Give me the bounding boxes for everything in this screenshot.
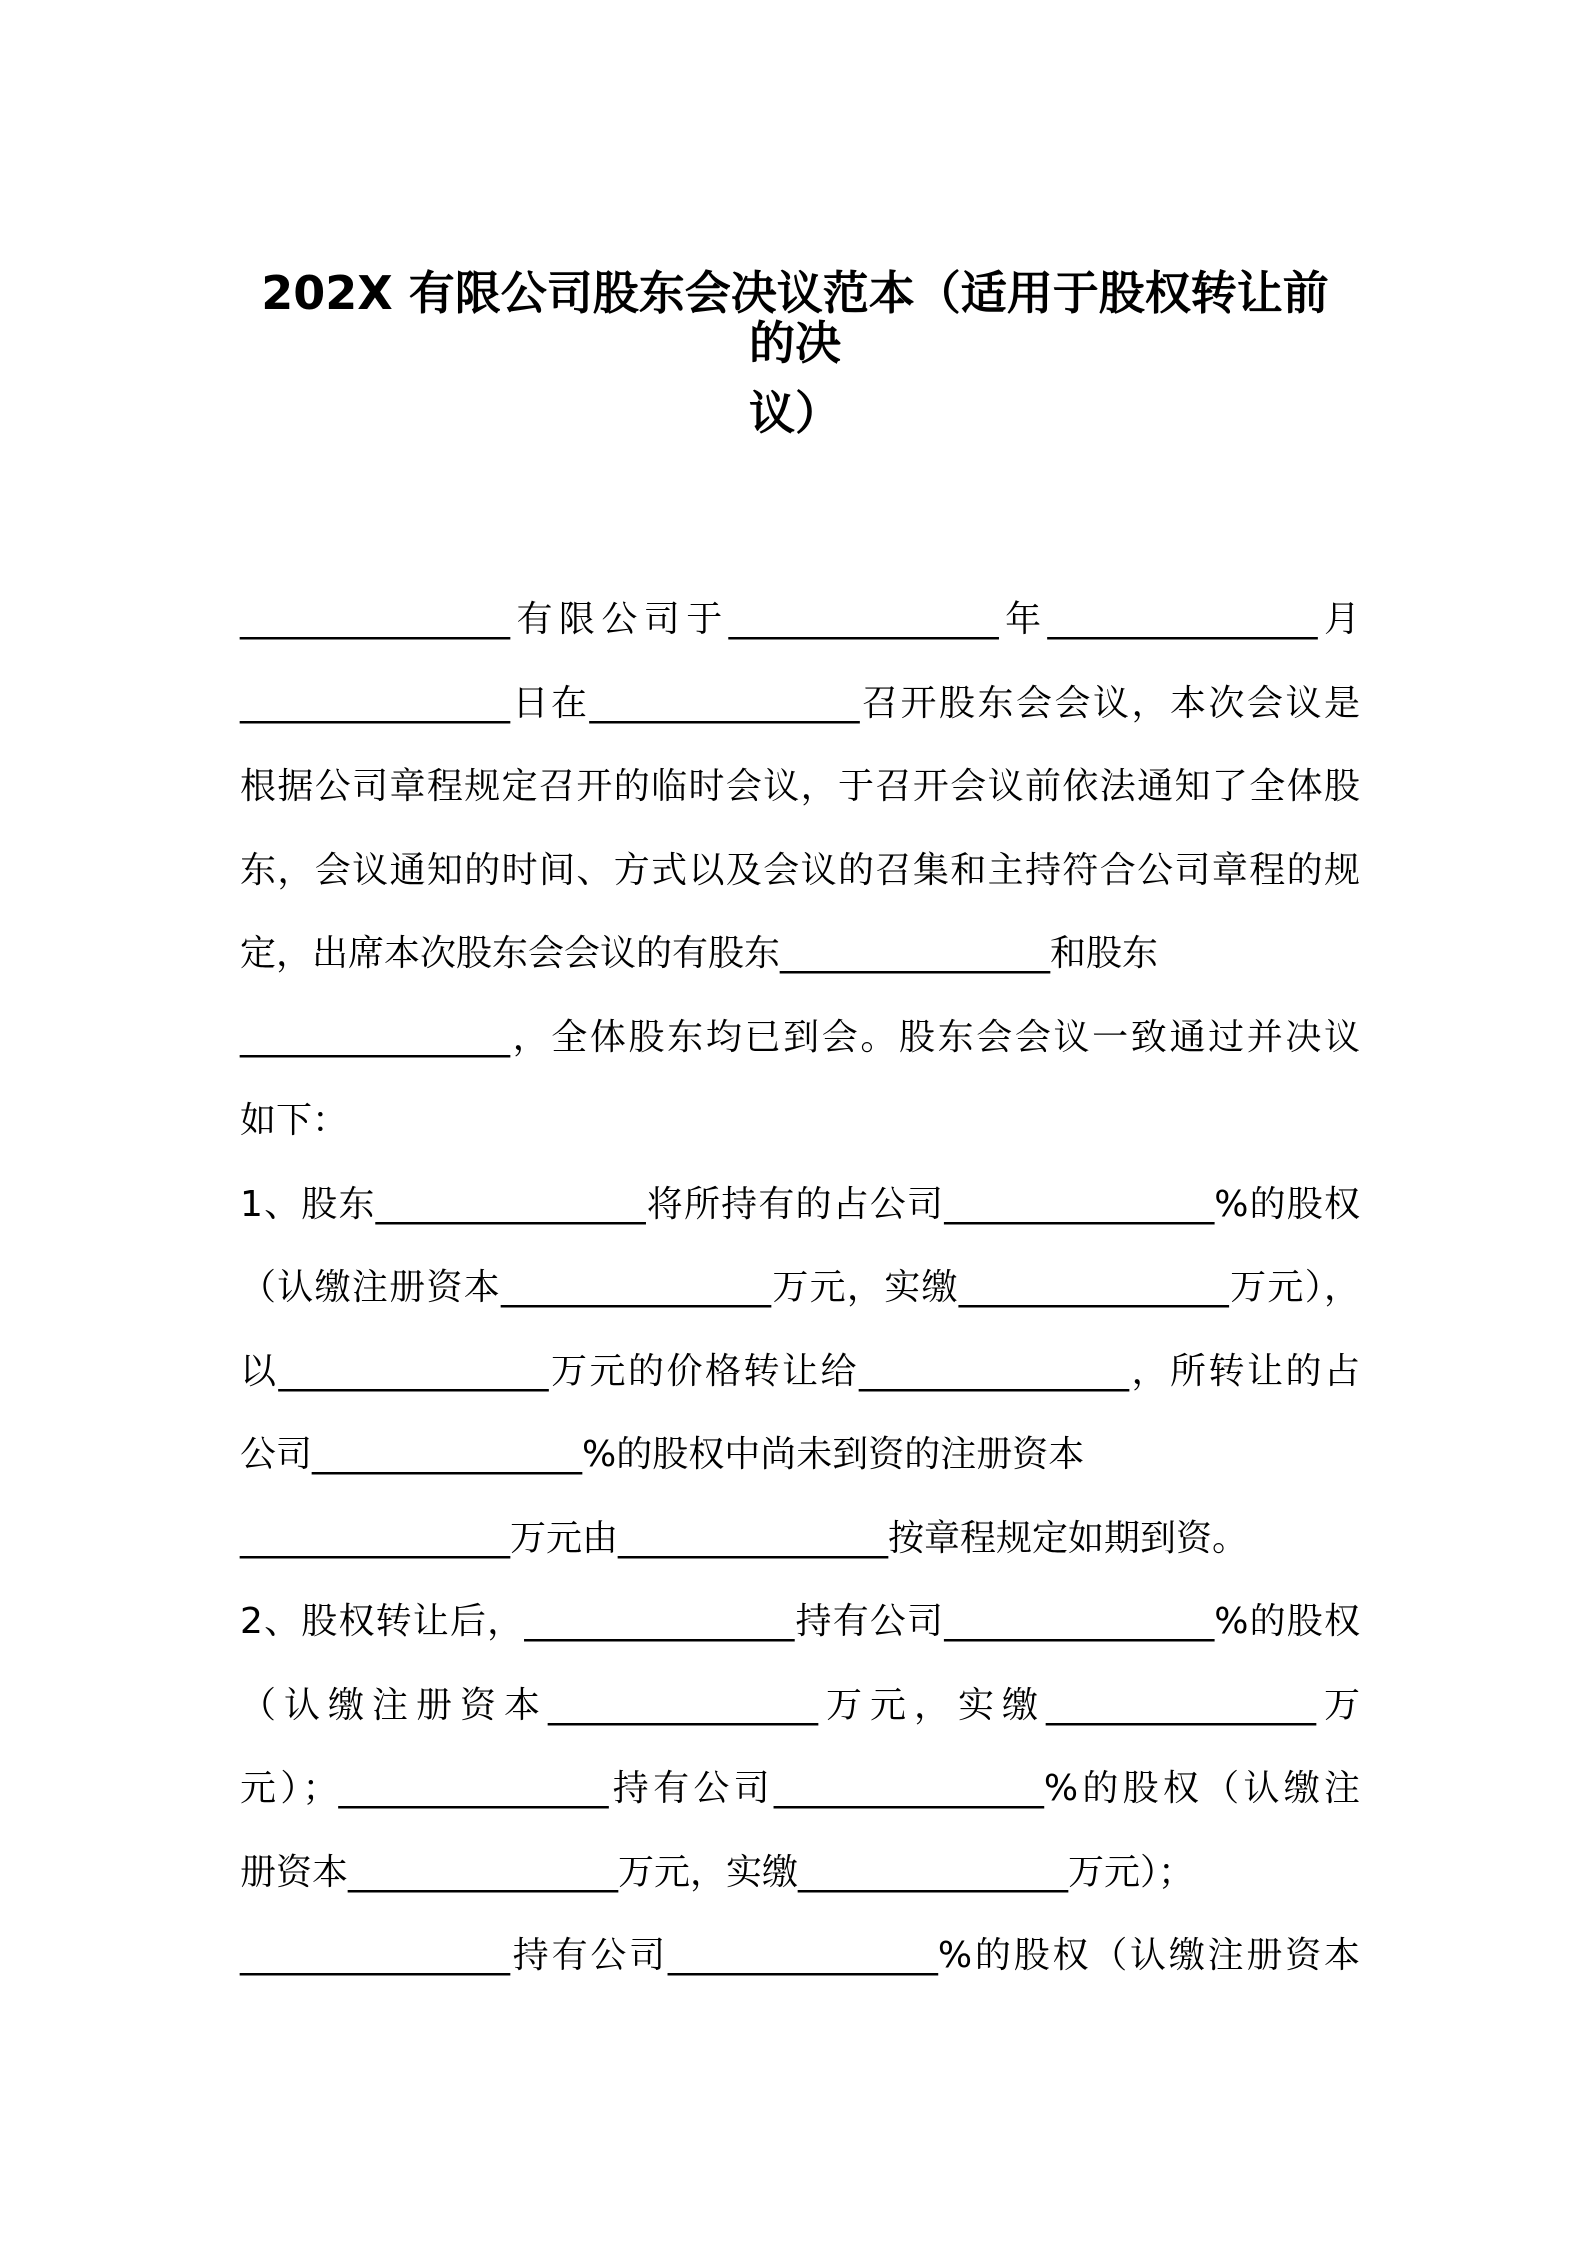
document-title-line-1: 202X 有限公司股东会决议范本（适用于股权转让前的决 [261,266,1329,370]
body-line: （认缴注册资本_______________万元，实缴_______________万 [240,1684,1360,1726]
body-line: 册资本_______________万元，实缴_______________万元）； [240,1851,1195,1893]
body-line: _______________有限公司于_______________年_______________月 [240,599,1361,640]
body-line: 元）；_______________持有公司_______________%的股权（认缴注 [240,1768,1360,1809]
document-title-line-2: 议） [749,386,841,440]
body-line: 2、股权转让后，_______________持有公司_______________%的股权 [240,1601,1360,1642]
body-line: 公司_______________%的股权中尚未到资的注册资本 [240,1434,1085,1475]
body-line: 东，会议通知的时间、方式以及会议的召集和主持符合公司章程的规 [240,849,1360,891]
body-line: _______________持有公司_______________%的股权（认缴注册资本 [240,1935,1360,1976]
body-line: 1、股东_______________将所持有的占公司_______________%的股权 [240,1183,1360,1225]
body-line: （认缴注册资本_______________万元，实缴_______________万元）， [240,1267,1360,1308]
body-line: 根据公司章程规定召开的临时会议，于召开会议前依法通知了全体股 [240,766,1360,807]
body-line: 定，出席本次股东会会议的有股东_______________和股东 [240,933,1159,974]
document-body [240,578,1360,1998]
body-line: _______________万元由_______________按章程规定如期到资。 [240,1517,1249,1559]
body-line: _______________，全体股东均已到会。股东会会议一致通过并决议 [240,1016,1360,1058]
body-line: 如下： [240,1100,349,1141]
body-line: _______________日在_______________召开股东会会议，本次会议是 [240,682,1360,724]
body-line: 以_______________万元的价格转让给_______________，所转让的占 [240,1350,1360,1392]
